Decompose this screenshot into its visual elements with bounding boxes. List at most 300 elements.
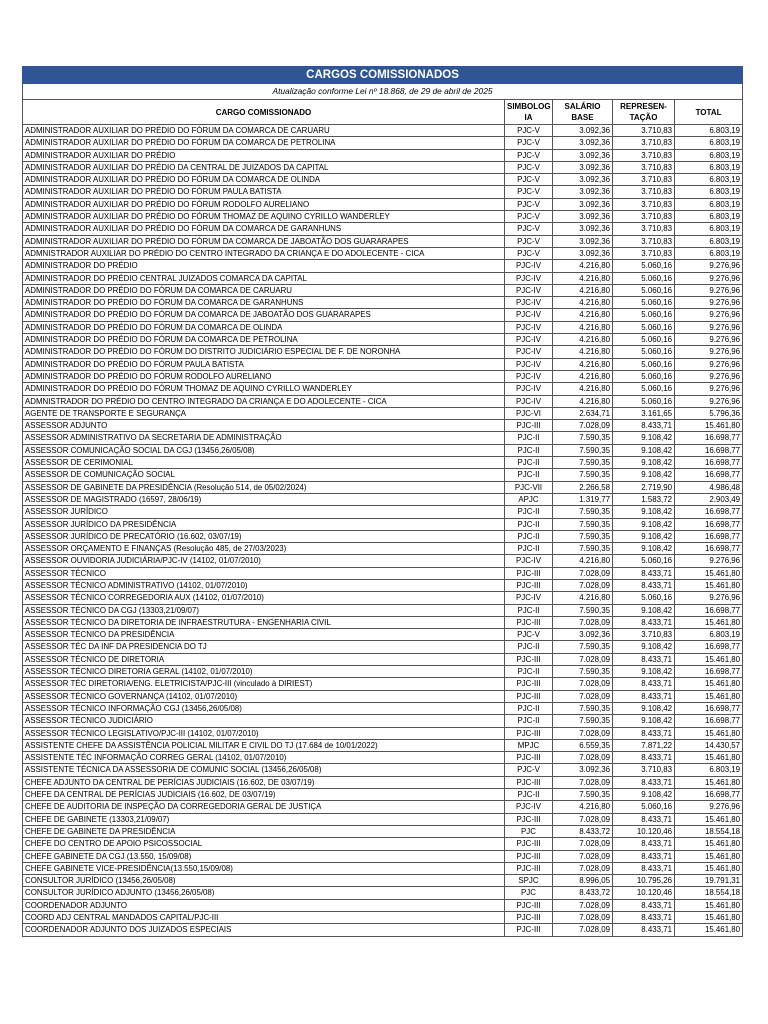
cell-cargo: ASSESSOR TÉCNICO CORREGEDORIA AUX (14102, 01/07/2010) [23, 592, 505, 604]
cell-total: 16.698,77 [675, 789, 743, 801]
cell-total: 15.461,80 [675, 690, 743, 702]
cell-salario-base: 7.028,09 [553, 838, 613, 850]
cell-representacao: 8.433,71 [613, 813, 675, 825]
table-row [23, 912, 743, 924]
cell-salario-base: 7.590,35 [553, 641, 613, 653]
cell-salario-base: 4.216,80 [553, 358, 613, 370]
cell-total: 15.461,80 [675, 420, 743, 432]
table-row [23, 420, 743, 432]
cell-representacao: 5.060,16 [613, 383, 675, 395]
cell-simbologia: PJC-II [505, 506, 553, 518]
cell-cargo: CHEFE DA CENTRAL DE PERÍCIAS JUDICIAIS (16.602, DE 03/07/19) [23, 789, 505, 801]
cell-simbologia: PJC-II [505, 518, 553, 530]
cell-salario-base: 4.216,80 [553, 346, 613, 358]
cell-salario-base: 7.028,09 [553, 862, 613, 874]
cell-salario-base: 3.092,36 [553, 137, 613, 149]
cell-simbologia: APJC [505, 493, 553, 505]
table-row [23, 395, 743, 407]
cell-cargo: ADMINISTRADOR AUXILIAR DO PRÉDIO DO FÓRUM DA COMARCA DE GARANHUNS [23, 223, 505, 235]
cell-salario-base: 7.028,09 [553, 616, 613, 628]
cell-simbologia: PJC-III [505, 776, 553, 788]
cell-simbologia: PJC-III [505, 690, 553, 702]
table-row [23, 690, 743, 702]
cell-salario-base: 7.028,09 [553, 727, 613, 739]
cell-cargo: ADMINISTRADOR AUXILIAR DO PRÉDIO DA CENTRAL DE JUIZADOS DA CAPITAL [23, 161, 505, 173]
cell-cargo: ASSISTENTE TÉC INFORMAÇÃO CORREG GERAL (14102, 01/07/2010) [23, 752, 505, 764]
cell-cargo: ADMINISTRADOR DO PRÉDIO [23, 260, 505, 272]
cell-representacao: 9.108,42 [613, 530, 675, 542]
cell-salario-base: 7.028,09 [553, 653, 613, 665]
cell-simbologia: PJC-IV [505, 334, 553, 346]
cell-total: 18.554,18 [675, 887, 743, 899]
cell-cargo: CHEFE DE GABINETE DA PRESIDÊNCIA [23, 825, 505, 837]
cell-total: 15.461,80 [675, 862, 743, 874]
table-row [23, 334, 743, 346]
header-simbologia: SIMBOLOG IA [505, 100, 553, 125]
table-row [23, 493, 743, 505]
cell-salario-base: 7.590,35 [553, 543, 613, 555]
table-row [23, 346, 743, 358]
cell-simbologia: PJC-III [505, 838, 553, 850]
table-subtitle: Atualização conforme Lei nº 18.868, de 29 de abril de 2025 [23, 84, 743, 100]
cell-representacao: 8.433,71 [613, 653, 675, 665]
header-cargo: CARGO COMISSIONADO [23, 100, 505, 125]
cell-simbologia: PJC-III [505, 924, 553, 936]
cell-salario-base: 7.590,35 [553, 666, 613, 678]
cell-total: 16.698,77 [675, 715, 743, 727]
cell-cargo: ASSESSOR TÉCNICO DA PRESIDÊNCIA [23, 629, 505, 641]
cell-simbologia: PJC-III [505, 579, 553, 591]
cell-representacao: 9.108,42 [613, 666, 675, 678]
cell-salario-base: 7.028,09 [553, 690, 613, 702]
cell-simbologia: PJC-V [505, 223, 553, 235]
cell-cargo: ASSESSOR OUVIDORIA JUDICIÁRIA/PJC-IV (14102, 01/07/2010) [23, 555, 505, 567]
cell-total: 9.276,96 [675, 346, 743, 358]
cell-cargo: ASSESSOR COMUNICAÇÃO SOCIAL DA CGJ (13456,26/05/08) [23, 444, 505, 456]
table-row [23, 666, 743, 678]
cell-simbologia: PJC-II [505, 469, 553, 481]
table-row [23, 555, 743, 567]
cell-total: 16.698,77 [675, 543, 743, 555]
cell-representacao: 8.433,71 [613, 899, 675, 911]
table-title: CARGOS COMISSIONADOS [23, 67, 743, 84]
cell-simbologia: PJC-III [505, 727, 553, 739]
table-row [23, 125, 743, 137]
cell-cargo: CHEFE DE AUDITORIA DE INSPEÇÃO DA CORREGEDORIA GERAL DE JUSTIÇA [23, 801, 505, 813]
cell-simbologia: PJC-II [505, 715, 553, 727]
header-salario-base: SALÁRIO BASE [553, 100, 613, 125]
table-row [23, 149, 743, 161]
cell-salario-base: 7.590,35 [553, 789, 613, 801]
cell-simbologia: PJC-V [505, 629, 553, 641]
cell-cargo: ASSESSOR JURÍDICO DA PRESIDÊNCIA [23, 518, 505, 530]
table-row [23, 247, 743, 259]
table-row [23, 616, 743, 628]
cell-representacao: 9.108,42 [613, 641, 675, 653]
cell-salario-base: 4.216,80 [553, 395, 613, 407]
cell-simbologia: PJC-II [505, 641, 553, 653]
cell-representacao: 3.161,65 [613, 407, 675, 419]
table-row [23, 284, 743, 296]
table-row [23, 629, 743, 641]
cell-salario-base: 7.028,09 [553, 924, 613, 936]
table-row [23, 813, 743, 825]
cell-simbologia: PJC-V [505, 198, 553, 210]
table-row [23, 825, 743, 837]
cell-cargo: ADMNISTRADOR DO PRÉDIO DO CENTRO INTEGRADO DA CRIANÇA E DO ADOLECENTE - CICA [23, 395, 505, 407]
cell-cargo: ADMINISTRADOR DO PRÉDIO DO FÓRUM DA COMARCA DE CARUARU [23, 284, 505, 296]
cell-cargo: ASSESSOR TÉC DIRETORIA/ENG. ELETRICISTA/PJC-III (vinculado à DIRIEST) [23, 678, 505, 690]
cell-representacao: 9.108,42 [613, 506, 675, 518]
cell-cargo: CONSULTOR JURÍDICO ADJUNTO (13456,26/05/08) [23, 887, 505, 899]
cell-total: 6.803,19 [675, 629, 743, 641]
cell-representacao: 3.710,83 [613, 125, 675, 137]
table-row [23, 776, 743, 788]
cell-cargo: ADMNISTRADOR AUXILIAR DO PRÉDIO DO CENTRO INTEGRADO DA CRIANÇA E DO ADOLECENTE - CICA [23, 247, 505, 259]
cell-representacao: 3.710,83 [613, 161, 675, 173]
cell-cargo: ASSISTENTE TÉCNICA DA ASSESSORIA DE COMUNIC SOCIAL (13456,26/05/08) [23, 764, 505, 776]
cell-simbologia: PJC-IV [505, 370, 553, 382]
cell-total: 16.698,77 [675, 457, 743, 469]
cell-representacao: 5.060,16 [613, 592, 675, 604]
table-row [23, 715, 743, 727]
cell-simbologia: PJC-VI [505, 407, 553, 419]
cell-representacao: 1.583,72 [613, 493, 675, 505]
cell-total: 6.803,19 [675, 161, 743, 173]
table-row [23, 370, 743, 382]
cell-simbologia: PJC-IV [505, 297, 553, 309]
table-row [23, 764, 743, 776]
cell-salario-base: 8.996,05 [553, 875, 613, 887]
cell-salario-base: 7.590,35 [553, 432, 613, 444]
table-row [23, 801, 743, 813]
cell-salario-base: 8.433,72 [553, 887, 613, 899]
cell-representacao: 5.060,16 [613, 555, 675, 567]
cell-salario-base: 4.216,80 [553, 592, 613, 604]
cell-total: 4.986,48 [675, 481, 743, 493]
cell-cargo: COORD ADJ CENTRAL MANDADOS CAPITAL/PJC-III [23, 912, 505, 924]
cell-salario-base: 3.092,36 [553, 247, 613, 259]
cell-cargo: ADMINISTRADOR AUXILIAR DO PRÉDIO DO FÓRUM THOMAZ DE AQUINO CYRILLO WANDERLEY [23, 211, 505, 223]
cell-salario-base: 3.092,36 [553, 161, 613, 173]
cell-representacao: 9.108,42 [613, 444, 675, 456]
table-row [23, 739, 743, 751]
cell-representacao: 10.795,26 [613, 875, 675, 887]
cell-representacao: 7.871,22 [613, 739, 675, 751]
table-row [23, 899, 743, 911]
cell-simbologia: PJC-IV [505, 321, 553, 333]
table-row [23, 838, 743, 850]
cell-salario-base: 8.433,72 [553, 825, 613, 837]
cell-simbologia: PJC-IV [505, 260, 553, 272]
cell-total: 6.803,19 [675, 235, 743, 247]
cell-cargo: CHEFE ADJUNTO DA CENTRAL DE PERÍCIAS JUDICIAIS (16.602, DE 03/07/19) [23, 776, 505, 788]
cell-simbologia: PJC-III [505, 752, 553, 764]
cell-salario-base: 7.028,09 [553, 678, 613, 690]
table-row [23, 235, 743, 247]
cell-representacao: 8.433,71 [613, 616, 675, 628]
cell-cargo: ADMINISTRADOR AUXILIAR DO PRÉDIO DO FÓRUM DA COMARCA DE JABOATÃO DOS GUARARAPES [23, 235, 505, 247]
table-row [23, 604, 743, 616]
cell-simbologia: PJC-V [505, 247, 553, 259]
cell-simbologia: PJC-III [505, 912, 553, 924]
cell-representacao: 9.108,42 [613, 432, 675, 444]
cell-total: 9.276,96 [675, 297, 743, 309]
cell-total: 16.698,77 [675, 444, 743, 456]
cell-total: 6.803,19 [675, 149, 743, 161]
header-total: TOTAL [675, 100, 743, 125]
cell-total: 16.698,77 [675, 432, 743, 444]
cell-simbologia: PJC-II [505, 543, 553, 555]
cell-simbologia: PJC-III [505, 813, 553, 825]
cell-salario-base: 3.092,36 [553, 149, 613, 161]
cell-simbologia: PJC-IV [505, 555, 553, 567]
cell-simbologia: PJC-IV [505, 395, 553, 407]
cell-representacao: 8.433,71 [613, 420, 675, 432]
cell-salario-base: 7.028,09 [553, 752, 613, 764]
cell-representacao: 5.060,16 [613, 309, 675, 321]
cell-total: 5.796,36 [675, 407, 743, 419]
cell-salario-base: 7.590,35 [553, 469, 613, 481]
cell-cargo: ASSESSOR TÉCNICO DA DIRETORIA DE INFRAESTRUTURA - ENGENHARIA CIVIL [23, 616, 505, 628]
cell-cargo: ASSESSOR ADMINISTRATIVO DA SECRETARIA DE ADMINISTRAÇÃO [23, 432, 505, 444]
cell-total: 9.276,96 [675, 370, 743, 382]
cell-total: 6.803,19 [675, 125, 743, 137]
table-row [23, 579, 743, 591]
cell-salario-base: 7.028,09 [553, 850, 613, 862]
cell-total: 6.803,19 [675, 137, 743, 149]
cell-cargo: ADMINISTRADOR DO PRÉDIO CENTRAL JUIZADOS COMARCA DA CAPITAL [23, 272, 505, 284]
cell-representacao: 9.108,42 [613, 604, 675, 616]
cell-simbologia: PJC-V [505, 161, 553, 173]
cell-total: 15.461,80 [675, 579, 743, 591]
cell-simbologia: PJC-III [505, 420, 553, 432]
cell-simbologia: MPJC [505, 739, 553, 751]
table-row [23, 309, 743, 321]
table-row [23, 457, 743, 469]
cell-salario-base: 7.590,35 [553, 518, 613, 530]
cell-cargo: ADMINISTRADOR AUXILIAR DO PRÉDIO DO FÓRUM DA COMARCA DE CARUARU [23, 125, 505, 137]
cell-simbologia: PJC-V [505, 764, 553, 776]
cell-salario-base: 7.028,09 [553, 567, 613, 579]
cell-salario-base: 4.216,80 [553, 260, 613, 272]
cell-representacao: 10.120,46 [613, 887, 675, 899]
table-row [23, 383, 743, 395]
cell-representacao: 10.120,46 [613, 825, 675, 837]
cell-representacao: 3.710,83 [613, 235, 675, 247]
table-row [23, 223, 743, 235]
cell-cargo: ASSESSOR TÉCNICO DIRETORIA GERAL (14102, 01/07/2010) [23, 666, 505, 678]
cell-salario-base: 4.216,80 [553, 334, 613, 346]
cell-total: 16.698,77 [675, 666, 743, 678]
cell-total: 9.276,96 [675, 284, 743, 296]
cell-representacao: 8.433,71 [613, 850, 675, 862]
cell-cargo: ASSESSOR TÉC DA INF DA PRESIDENCIA DO TJ [23, 641, 505, 653]
table-row [23, 506, 743, 518]
cell-simbologia: PJC-III [505, 678, 553, 690]
cell-total: 9.276,96 [675, 395, 743, 407]
cell-total: 6.803,19 [675, 186, 743, 198]
cell-simbologia: PJC-V [505, 174, 553, 186]
cell-representacao: 8.433,71 [613, 912, 675, 924]
cell-simbologia: PJC-V [505, 125, 553, 137]
cell-representacao: 8.433,71 [613, 727, 675, 739]
table-row [23, 260, 743, 272]
cell-total: 15.461,80 [675, 727, 743, 739]
table-row [23, 481, 743, 493]
cell-representacao: 3.710,83 [613, 764, 675, 776]
cell-total: 15.461,80 [675, 924, 743, 936]
cell-salario-base: 3.092,36 [553, 186, 613, 198]
cell-total: 16.698,77 [675, 469, 743, 481]
cell-cargo: ASSESSOR JURÍDICO [23, 506, 505, 518]
cell-simbologia: PJC-II [505, 666, 553, 678]
cell-cargo: CHEFE GABINETE DA CGJ (13.550, 15/09/08) [23, 850, 505, 862]
table-row [23, 850, 743, 862]
cell-total: 19.791,31 [675, 875, 743, 887]
cell-total: 15.461,80 [675, 813, 743, 825]
cell-simbologia: PJC-III [505, 653, 553, 665]
cell-salario-base: 7.590,35 [553, 444, 613, 456]
cell-salario-base: 2.266,58 [553, 481, 613, 493]
cell-simbologia: PJC-V [505, 186, 553, 198]
cell-salario-base: 7.590,35 [553, 715, 613, 727]
cell-total: 6.803,19 [675, 764, 743, 776]
cell-cargo: ADMINISTRADOR DO PRÉDIO DO FÓRUM DA COMARCA DE PETROLINA [23, 334, 505, 346]
cell-total: 15.461,80 [675, 653, 743, 665]
cell-representacao: 5.060,16 [613, 284, 675, 296]
cell-cargo: ASSESSOR ADJUNTO [23, 420, 505, 432]
cell-representacao: 2.719,90 [613, 481, 675, 493]
cell-representacao: 3.710,83 [613, 223, 675, 235]
cell-simbologia: PJC-V [505, 149, 553, 161]
cell-total: 9.276,96 [675, 272, 743, 284]
header-representacao: REPRESEN- TAÇÃO [613, 100, 675, 125]
cell-cargo: ASSESSOR TÉCNICO GOVERNANÇA (14102, 01/07/2010) [23, 690, 505, 702]
cell-cargo: ASSESSOR DE COMUNICAÇÃO SOCIAL [23, 469, 505, 481]
cell-cargo: CHEFE GABINETE VICE-PRESIDÊNCIA(13.550,15/09/08) [23, 862, 505, 874]
cell-cargo: ADMINISTRADOR AUXILIAR DO PRÉDIO DO FÓRUM PAULA BATISTA [23, 186, 505, 198]
cell-representacao: 3.710,83 [613, 174, 675, 186]
cell-simbologia: PJC-II [505, 432, 553, 444]
cell-salario-base: 7.590,35 [553, 702, 613, 714]
cell-representacao: 8.433,71 [613, 690, 675, 702]
cell-representacao: 5.060,16 [613, 358, 675, 370]
cell-simbologia: PJC-III [505, 567, 553, 579]
cell-salario-base: 4.216,80 [553, 297, 613, 309]
cell-cargo: AGENTE DE TRANSPORTE E SEGURANÇA [23, 407, 505, 419]
cell-cargo: COORDENADOR ADJUNTO DOS JUIZADOS ESPECIAIS [23, 924, 505, 936]
cell-salario-base: 7.028,09 [553, 899, 613, 911]
cell-total: 2.903,49 [675, 493, 743, 505]
cell-cargo: ADMINISTRADOR DO PRÉDIO DO FÓRUM DA COMARCA DE OLINDA [23, 321, 505, 333]
cell-total: 15.461,80 [675, 678, 743, 690]
cell-simbologia: PJC-II [505, 789, 553, 801]
cell-total: 16.698,77 [675, 506, 743, 518]
cell-representacao: 8.433,71 [613, 776, 675, 788]
cell-simbologia: PJC-III [505, 862, 553, 874]
cell-total: 9.276,96 [675, 383, 743, 395]
cell-cargo: ADMINISTRADOR DO PRÉDIO DO FÓRUM RODOLFO AURELIANO [23, 370, 505, 382]
cell-total: 9.276,96 [675, 321, 743, 333]
table-row [23, 211, 743, 223]
cell-representacao: 9.108,42 [613, 789, 675, 801]
cell-simbologia: PJC-II [505, 457, 553, 469]
table-row [23, 862, 743, 874]
cell-simbologia: PJC-II [505, 530, 553, 542]
cell-simbologia: PJC-IV [505, 309, 553, 321]
cell-representacao: 5.060,16 [613, 260, 675, 272]
cell-salario-base: 6.559,35 [553, 739, 613, 751]
cell-representacao: 3.710,83 [613, 629, 675, 641]
cell-salario-base: 3.092,36 [553, 174, 613, 186]
cell-simbologia: PJC-III [505, 616, 553, 628]
cell-representacao: 8.433,71 [613, 678, 675, 690]
cell-salario-base: 4.216,80 [553, 272, 613, 284]
cell-total: 6.803,19 [675, 174, 743, 186]
cell-representacao: 5.060,16 [613, 801, 675, 813]
table-row [23, 161, 743, 173]
cell-salario-base: 7.590,35 [553, 530, 613, 542]
cell-total: 16.698,77 [675, 641, 743, 653]
cell-salario-base: 3.092,36 [553, 198, 613, 210]
cell-cargo: ASSESSOR TÉCNICO JUDICIÁRIO [23, 715, 505, 727]
cell-salario-base: 3.092,36 [553, 125, 613, 137]
cell-representacao: 5.060,16 [613, 321, 675, 333]
table-row [23, 543, 743, 555]
cell-simbologia: PJC-IV [505, 801, 553, 813]
table-row [23, 174, 743, 186]
cell-cargo: ASSESSOR TÉCNICO ADMINISTRATIVO (14102, 01/07/2010) [23, 579, 505, 591]
cell-simbologia: PJC-V [505, 211, 553, 223]
cell-total: 16.698,77 [675, 702, 743, 714]
cell-representacao: 5.060,16 [613, 346, 675, 358]
table-row [23, 432, 743, 444]
cell-cargo: ASSESSOR TÉCNICO DE DIRETORIA [23, 653, 505, 665]
cell-total: 16.698,77 [675, 530, 743, 542]
cell-cargo: ASSESSOR DE GABINETE DA PRESIDÊNCIA (Resolução 514, de 05/02/2024) [23, 481, 505, 493]
cell-representacao: 3.710,83 [613, 211, 675, 223]
cell-cargo: ADMINISTRADOR AUXILIAR DO PRÉDIO DO FÓRUM DA COMARCA DE PETROLINA [23, 137, 505, 149]
cell-simbologia: PJC-II [505, 444, 553, 456]
cell-salario-base: 4.216,80 [553, 309, 613, 321]
cell-salario-base: 3.092,36 [553, 223, 613, 235]
cell-cargo: CHEFE DO CENTRO DE APOIO PSICOSSOCIAL [23, 838, 505, 850]
cell-cargo: ADMINISTRADOR AUXILIAR DO PRÉDIO [23, 149, 505, 161]
table-row [23, 297, 743, 309]
cell-cargo: CHEFE DE GABINETE (13303,21/09/07) [23, 813, 505, 825]
cell-salario-base: 7.028,09 [553, 579, 613, 591]
table-row [23, 469, 743, 481]
cell-total: 9.276,96 [675, 801, 743, 813]
cell-representacao: 3.710,83 [613, 247, 675, 259]
cell-representacao: 8.433,71 [613, 579, 675, 591]
table-row [23, 186, 743, 198]
table-row [23, 321, 743, 333]
cell-simbologia: PJC-V [505, 137, 553, 149]
cell-representacao: 8.433,71 [613, 752, 675, 764]
cell-total: 6.803,19 [675, 211, 743, 223]
table-row [23, 137, 743, 149]
table-row [23, 198, 743, 210]
table-row [23, 887, 743, 899]
cell-cargo: ADMINISTRADOR DO PRÉDIO DO FÓRUM DA COMARCA DE JABOATÃO DOS GUARARAPES [23, 309, 505, 321]
table-row [23, 518, 743, 530]
cell-salario-base: 3.092,36 [553, 764, 613, 776]
cell-cargo: ASSESSOR ORÇAMENTO E FINANÇAS (Resolução 485, de 27/03/2023) [23, 543, 505, 555]
cell-representacao: 9.108,42 [613, 543, 675, 555]
cell-total: 15.461,80 [675, 912, 743, 924]
